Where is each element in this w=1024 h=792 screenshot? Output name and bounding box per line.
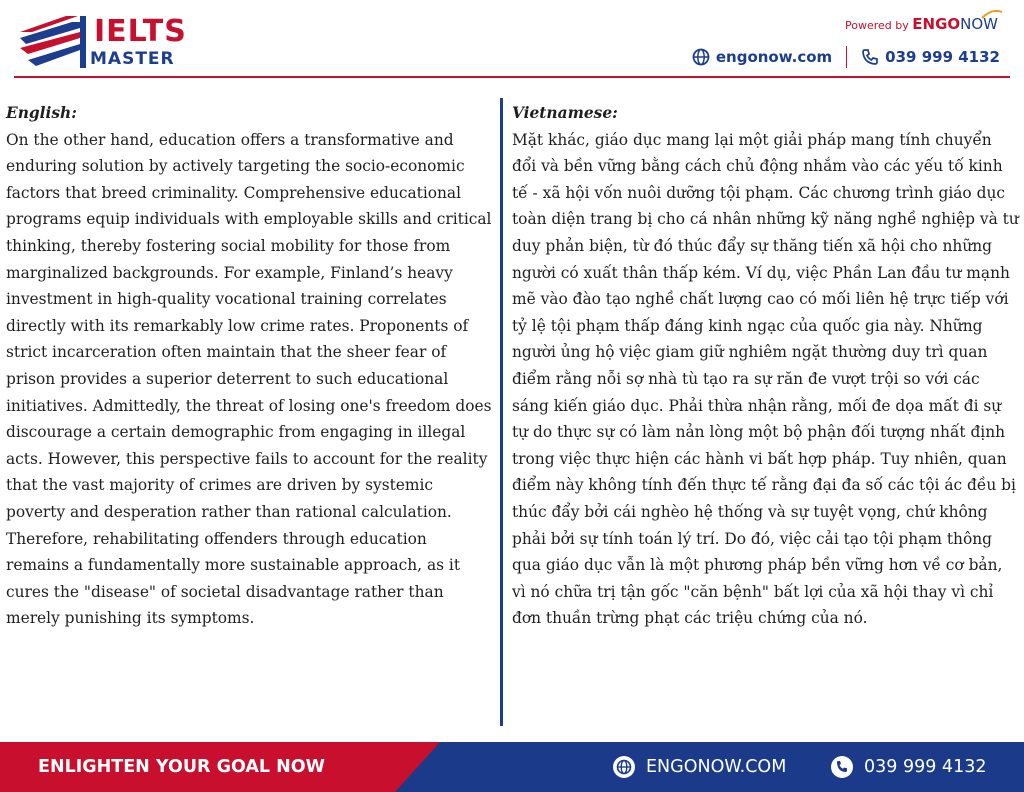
header-website-text: engonow.com <box>715 48 833 66</box>
globe-icon <box>612 755 636 779</box>
vietnamese-paragraph: Mặt khác, giáo dục mang lại một giải pháp mang tính chuyển đổi và bền vững bằng cách chủ động nhắm vào các yếu tố kinh tế - xã hội vốn nuôi dưỡng tội phạm. Các chương trình giáo dục toàn diện trang bị cho cá nhân những kỹ năng nghề nghiệp và tư duy phản biện, từ đó thúc đẩy sự thăng tiến xã hội cho những người có xuất thân thấp kém. Ví dụ, việc Phần Lan đầu tư mạnh mẽ vào đào tạo nghề chất lượng cao có mối liên hệ trực tiếp với tỷ lệ tội phạm thấp đáng kinh ngạc của quốc gia này. Những người ủng hộ việc giam giữ nghiêm ngặt thường duy trì quan điểm rằng nỗi sợ nhà tù tạo ra sự răn đe vượt trội so với các sáng kiến giáo dục. Phải thừa nhận rằng, mối đe dọa mất đi sự tự do thực sự có làm nản lòng một bộ phận đối tượng nhất định trong việc thực hiện các hành vi bất hợp pháp. Tuy nhiên, quan điểm này không tính đến thực tế rằng đại đa số các tội ác đều bị thúc đẩy bởi cái nghèo hệ thống và sự tuyệt vọng, chứ không phải bởi sự tính toán lý trí. Do đó, việc cải tạo tội phạm thông qua giáo dục vẫn là một phương pháp bền vững hơn về cơ bản, vì nó chữa trị tận gốc "căn bệnh" bất lợi của xã hội thay vì chỉ đơn thuần trừng phạt các triệu chứng của nó. <box>512 130 1019 628</box>
ielts-master-logo <box>18 14 198 70</box>
brand-part-now: NOW <box>960 15 998 33</box>
english-column <box>6 100 494 632</box>
contact-separator <box>846 46 847 68</box>
globe-icon <box>692 48 710 66</box>
header-divider-line <box>14 76 1010 78</box>
footer-tagline: ENLIGHTEN YOUR GOAL NOW <box>38 757 325 777</box>
book-stripes-icon <box>18 14 90 70</box>
phone-icon <box>861 48 879 66</box>
page-footer <box>0 742 1024 792</box>
header-contact-row <box>692 46 1000 68</box>
brand-swoosh-icon <box>980 8 1004 20</box>
phone-icon <box>830 755 854 779</box>
english-heading: English: <box>6 104 77 122</box>
logo-wordmark-ielts: IELTS <box>94 14 187 49</box>
page-header <box>0 0 1024 80</box>
vietnamese-heading: Vietnamese: <box>512 104 618 122</box>
header-phone-link[interactable] <box>861 48 1000 66</box>
footer-website-link[interactable] <box>612 755 786 779</box>
footer-website-text: ENGONOW.COM <box>646 757 787 777</box>
column-divider <box>500 98 503 726</box>
brand-part-engo: ENGO <box>912 15 961 33</box>
vietnamese-column <box>512 100 1020 632</box>
english-paragraph: On the other hand, education offers a transformative and enduring solution by actively targeting the socio-economic factors that breed criminality. Comprehensive educational programs equip individuals with employable skills and critical thinking, thereby fostering social mobility for those from marginalized backgrounds. For example, Finland’s heavy investment in high-quality vocational training correlates directly with its remarkably low crime rates. Proponents of strict incarceration often maintain that the sheer fear of prison provides a superior deterrent to such educational initiatives. Admittedly, the threat of losing one's freedom does discourage a certain demographic from engaging in illegal acts. However, this perspective fails to account for the reality that the vast majority of crimes are driven by systemic poverty and desperation rather than rational calculation. Therefore, rehabilitating offenders through education remains a fundamentally more sustainable approach, as it cures the "disease" of societal disadvantage rather than merely punishing its symptoms. <box>6 130 492 628</box>
powered-prefix: Powered by <box>845 19 913 32</box>
footer-phone-text: 039 999 4132 <box>864 757 987 777</box>
header-website-link[interactable] <box>692 48 832 66</box>
header-phone-text: 039 999 4132 <box>885 48 1000 66</box>
powered-by-label <box>845 16 998 34</box>
footer-phone-link[interactable] <box>830 755 986 779</box>
logo-wordmark-master: MASTER <box>90 49 175 69</box>
